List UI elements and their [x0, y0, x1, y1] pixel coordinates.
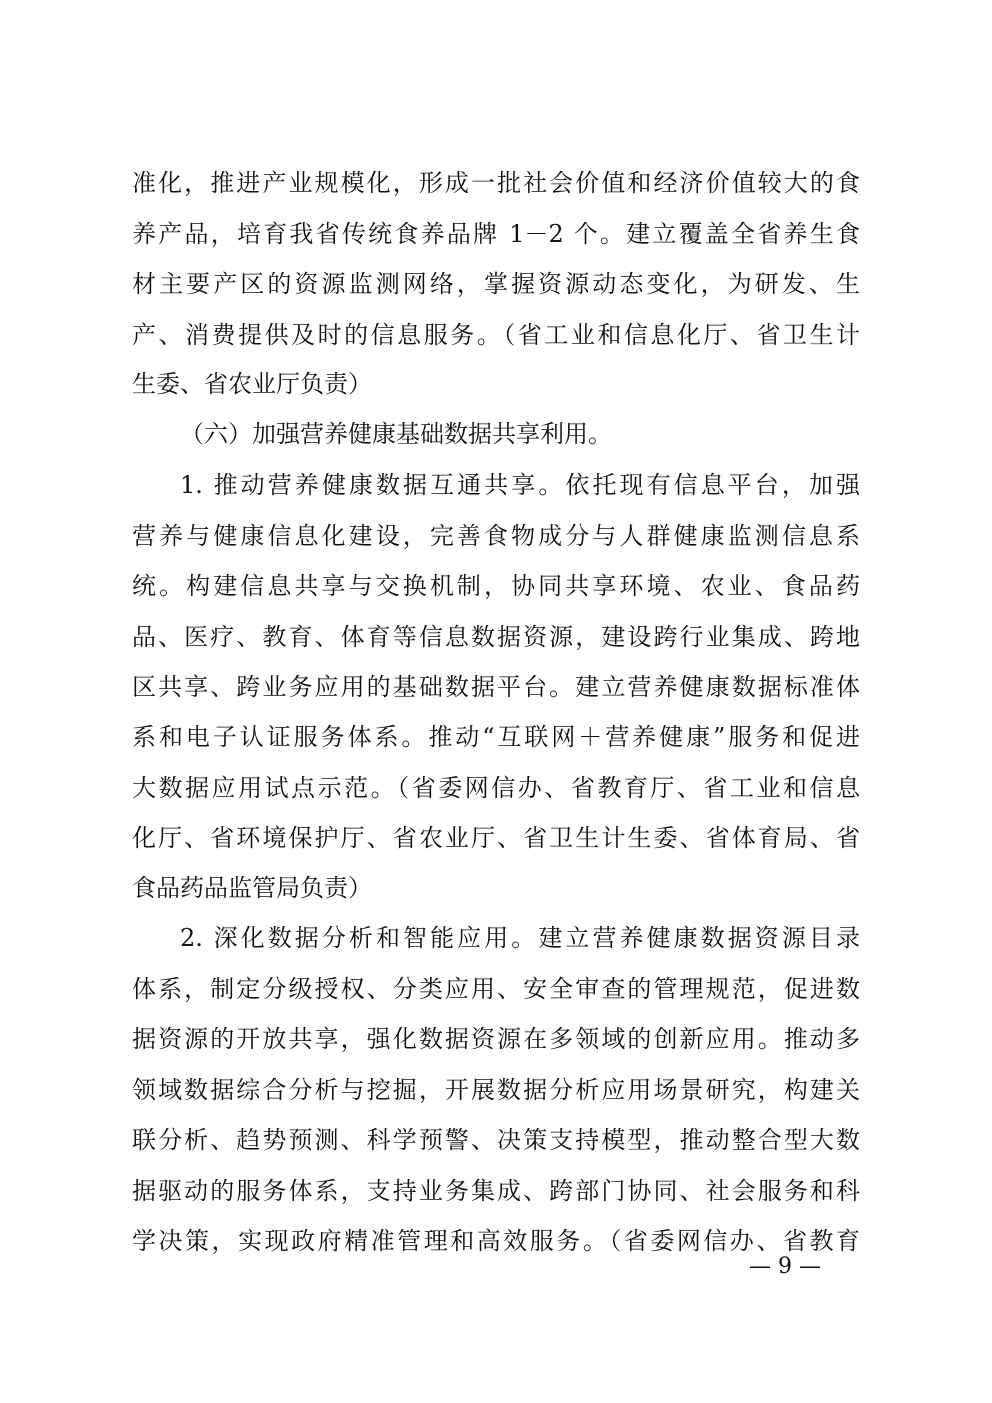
text-line-3: 材主要产区的资源监测网络，掌握资源动态变化，为研发、生	[132, 270, 860, 298]
paragraph-2-line-2: 体系，制定分级授权、分类应用、安全审查的管理规范，促进数	[132, 975, 860, 1003]
paragraph-1-line-6: 系和电子认证服务体系。推动“互联网＋营养健康”服务和促进	[132, 723, 860, 751]
text-line-1: 准化，推进产业规模化，形成一批社会价值和经济价值较大的食	[132, 169, 860, 197]
paragraph-2-line-7: 学决策，实现政府精准管理和高效服务。（省委网信办、省教育	[132, 1227, 860, 1255]
text-line-2: 养产品，培育我省传统食养品牌 1－2 个。建立覆盖全省养生食	[132, 220, 860, 248]
text-line-5: 生委、省农业厅负责）	[132, 370, 372, 398]
paragraph-1-line-9: 食品药品监管局负责）	[132, 874, 372, 902]
paragraph-1-line-1: 1. 推动营养健康数据互通共享。依托现有信息平台，加强	[180, 471, 860, 499]
paragraph-2-line-6: 据驱动的服务体系，支持业务集成、跨部门协同、社会服务和科	[132, 1177, 860, 1205]
text-line-4: 产、消费提供及时的信息服务。（省工业和信息化厅、省卫生计	[132, 321, 860, 349]
paragraph-2-line-4: 领域数据综合分析与挖掘，开展数据分析应用场景研究，构建关	[132, 1076, 860, 1104]
paragraph-1-line-8: 化厅、省环境保护厅、省农业厅、省卫生计生委、省体育局、省	[132, 824, 860, 852]
paragraph-2-line-3: 据资源的开放共享，强化数据资源在多领域的创新应用。推动多	[132, 1025, 860, 1053]
paragraph-1-line-2: 营养与健康信息化建设，完善食物成分与人群健康监测信息系	[132, 522, 860, 550]
section-heading: （六）加强营养健康基础数据共享利用。	[180, 420, 612, 448]
paragraph-2-line-1: 2. 深化数据分析和智能应用。建立营养健康数据资源目录	[180, 924, 860, 952]
paragraph-1-line-7: 大数据应用试点示范。（省委网信办、省教育厅、省工业和信息	[132, 774, 860, 802]
paragraph-1-line-3: 统。构建信息共享与交换机制，协同共享环境、农业、食品药	[132, 572, 860, 600]
page-number: — 9 —	[749, 1254, 821, 1279]
paragraph-2-line-5: 联分析、趋势预测、科学预警、决策支持模型，推动整合型大数	[132, 1126, 860, 1154]
paragraph-1-line-5: 区共享、跨业务应用的基础数据平台。建立营养健康数据标准体	[132, 673, 860, 701]
paragraph-1-line-4: 品、医疗、教育、体育等信息数据资源，建设跨行业集成、跨地	[132, 623, 860, 651]
